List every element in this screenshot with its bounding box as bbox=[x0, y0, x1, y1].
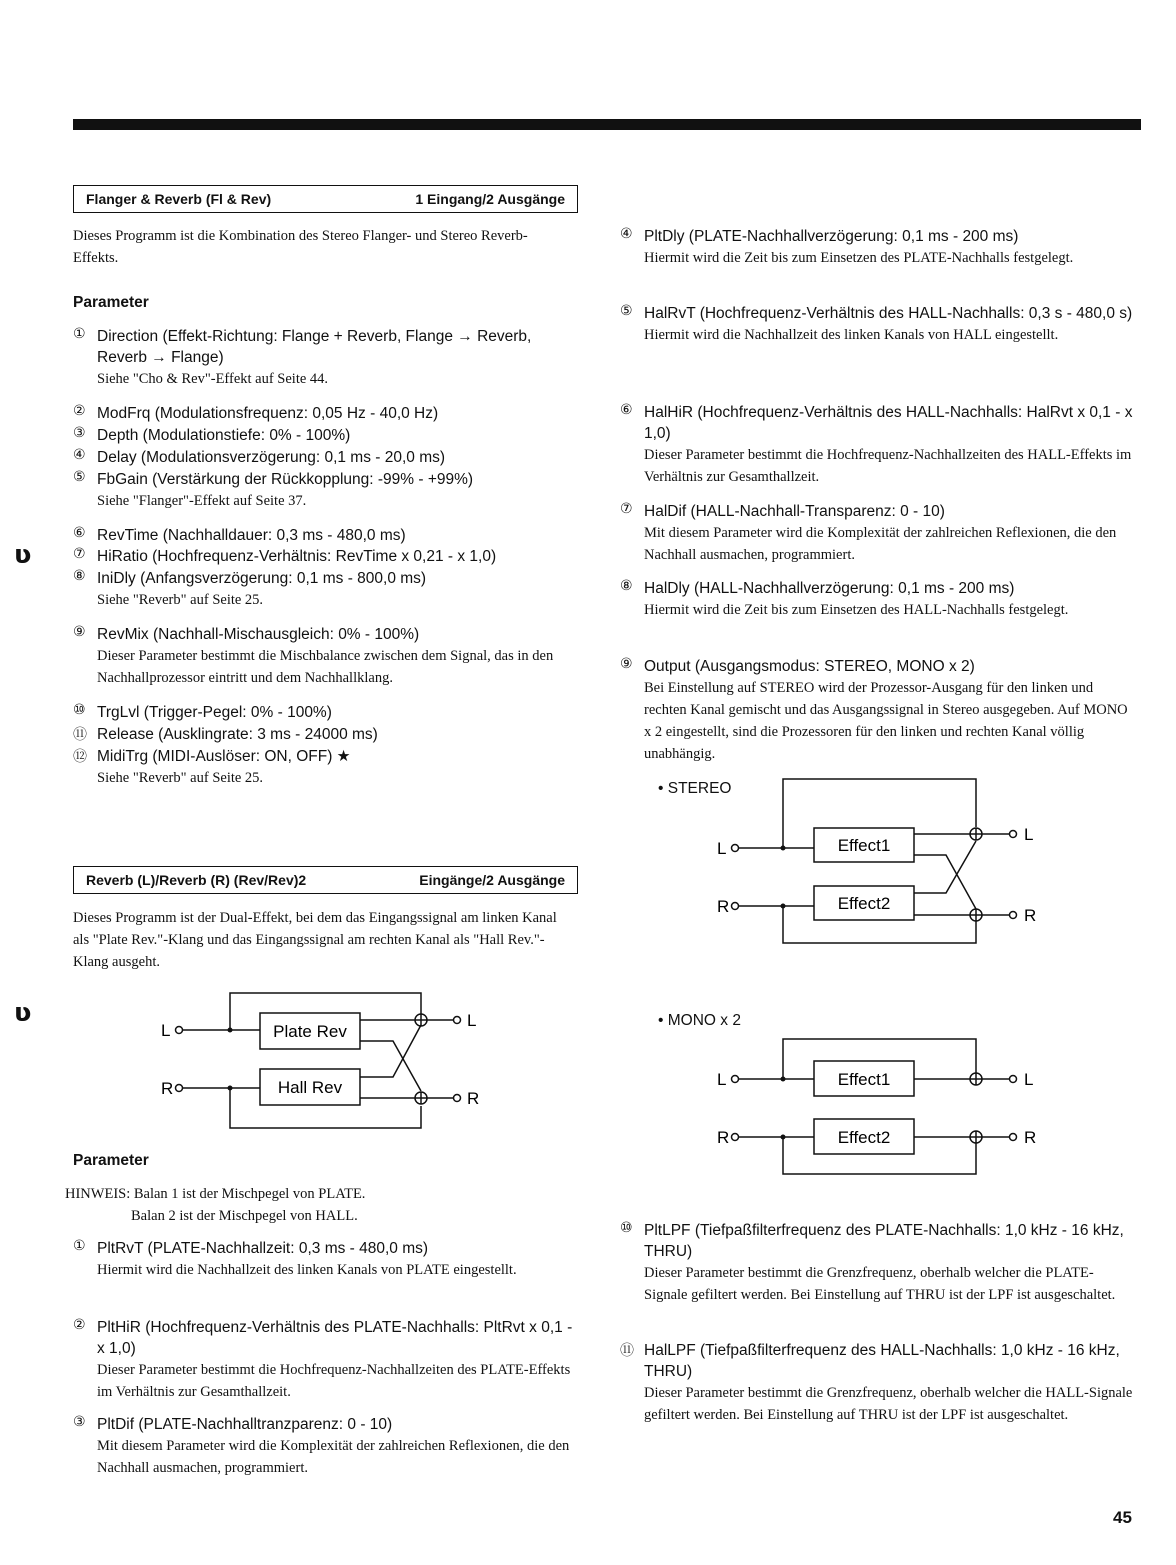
item-head: Output (Ausgangsmodus: STEREO, MONO x 2) bbox=[644, 658, 975, 675]
item-desc: Dieser Parameter bestimmt die Hochfrequenz-Nachhallzeiten des PLATE-Effekts im Verhältnis zur Gesamthallzeit. bbox=[97, 1362, 571, 1400]
parameter-item bbox=[73, 1238, 578, 1281]
parameter-item bbox=[73, 469, 578, 512]
item-number: ① bbox=[73, 1238, 86, 1254]
parameter-item bbox=[620, 402, 1135, 488]
parameter-item bbox=[620, 656, 1135, 765]
parameter-item bbox=[73, 702, 578, 723]
item-number: ④ bbox=[620, 226, 633, 242]
item-desc: Hiermit wird die Nachhallzeit des linken Kanals von PLATE eingestellt. bbox=[97, 1262, 517, 1278]
parameter-heading: Parameter bbox=[73, 294, 149, 311]
parameter-item bbox=[620, 501, 1135, 566]
item-head: MidiTrg (MIDI-Auslöser: ON, OFF) ★ bbox=[97, 748, 351, 765]
parameter-heading: Parameter bbox=[73, 1152, 149, 1169]
item-number: ③ bbox=[73, 425, 86, 441]
item-head: TrgLvl (Trigger-Pegel: 0% - 100%) bbox=[97, 704, 332, 721]
section-intro: Dieses Programm ist die Kombination des Stereo Flanger- und Stereo Reverb-Effekts. bbox=[73, 228, 528, 266]
parameter-item bbox=[73, 525, 578, 546]
item-number: ⑥ bbox=[620, 402, 633, 418]
item-desc: Dieser Parameter bestimmt die Hochfrequenz-Nachhallzeiten des HALL-Effekts im Verhältnis zur Gesamthallzeit. bbox=[644, 447, 1132, 485]
item-head: IniDly (Anfangsverzögerung: 0,1 ms - 800,0 ms) bbox=[97, 570, 427, 587]
item-head: HalHiR (Hochfrequenz-Verhältnis des HALL-Nachhalls: HalRvt x 0,1 - x 1,0) bbox=[644, 404, 1133, 442]
parameter-item bbox=[620, 1340, 1135, 1426]
stereo-label: • STEREO bbox=[658, 780, 732, 797]
mono-in-l: L bbox=[717, 1070, 727, 1089]
mono-in-r: R bbox=[717, 1128, 730, 1147]
item-desc: Dieser Parameter bestimmt die Grenzfrequenz, oberhalb welcher die PLATE-Signale gefiltert werden. Bei Einstellung auf THRU ist der LPF ist ausgeschaltet. bbox=[644, 1265, 1116, 1303]
mono-block-2: Effect2 bbox=[837, 1128, 891, 1147]
item-number: ⑫ bbox=[73, 749, 87, 765]
item-number: ⑪ bbox=[620, 1343, 634, 1359]
page-number: 45 bbox=[1113, 1508, 1132, 1527]
parameter-item bbox=[73, 746, 578, 789]
item-desc: Hiermit wird die Zeit bis zum Einsetzen des HALL-Nachhalls festgelegt. bbox=[644, 602, 1069, 618]
parameter-item bbox=[620, 1220, 1135, 1306]
item-desc: Hiermit wird die Zeit bis zum Einsetzen des PLATE-Nachhalls festgelegt. bbox=[644, 250, 1074, 266]
item-desc: Dieser Parameter bestimmt die Grenzfrequenz, oberhalb welcher die HALL-Signale gefiltert werden. Bei Einstellung auf THRU ist der LPF ist ausgeschaltet. bbox=[644, 1385, 1133, 1423]
item-head: HalDly (HALL-Nachhallverzögerung: 0,1 ms - 200 ms) bbox=[644, 580, 1015, 597]
item-head: FbGain (Verstärkung der Rückkopplung: -99% - +99%) bbox=[97, 471, 474, 488]
item-number: ① bbox=[73, 326, 86, 342]
item-head: PltRvT (PLATE-Nachhallzeit: 0,3 ms - 480,0 ms) bbox=[97, 1240, 429, 1257]
parameter-item bbox=[73, 1414, 578, 1479]
stereo-in-r: R bbox=[717, 897, 730, 916]
parameter-item bbox=[73, 624, 578, 689]
item-number: ⑨ bbox=[620, 656, 633, 672]
item-desc: Siehe "Flanger"-Effekt auf Seite 37. bbox=[97, 493, 307, 509]
parameter-item bbox=[73, 425, 578, 446]
item-desc: Mit diesem Parameter wird die Komplexität der zahlreichen Reflexionen, die den Nachhall ausmachen, programmiert. bbox=[644, 525, 1117, 563]
item-head: PltHiR (Hochfrequenz-Verhältnis des PLATE-Nachhalls: PltRvt x 0,1 - x 1,0) bbox=[97, 1319, 573, 1357]
item-number: ⑪ bbox=[73, 727, 87, 743]
mono-out-r: R bbox=[1024, 1128, 1037, 1147]
mono-diagram bbox=[714, 1033, 1054, 1178]
item-number: ⑧ bbox=[620, 578, 633, 594]
item-head: RevTime (Nachhalldauer: 0,3 ms - 480,0 ms) bbox=[97, 527, 406, 544]
top-rule bbox=[73, 119, 1141, 130]
parameter-item bbox=[73, 1317, 578, 1403]
rev-rev-diagram bbox=[153, 988, 493, 1136]
diagram-block-hall: Hall Rev bbox=[277, 1078, 343, 1097]
item-head: ModFrq (Modulationsfrequenz: 0,05 Hz - 40,0 Hz) bbox=[97, 405, 439, 422]
stereo-diagram bbox=[714, 775, 1054, 950]
item-desc: Bei Einstellung auf STEREO wird der Prozessor-Ausgang für den linken und rechten Kanal gemischt und das Ausgangssignal in Stereo ausgegeben. Auf MONO x 2 eingestellt, sind die Prozessoren für den linken und rechten Kanal völlig unabhängig. bbox=[644, 680, 1128, 762]
section-intro: Dieses Programm ist der Dual-Effekt, bei dem das Eingangssignal am linken Kanal als "Plate Rev."-Klang und das Eingangssignal am rechten Kanal als "Hall Rev."-Klang ausgeht. bbox=[73, 910, 557, 970]
parameter-item bbox=[620, 303, 1135, 346]
parameter-item bbox=[73, 403, 578, 424]
section-io: 1 Eingang/2 Ausgänge bbox=[415, 191, 565, 207]
item-desc: Siehe "Reverb" auf Seite 25. bbox=[97, 770, 264, 786]
diagram-out-l: L bbox=[467, 1011, 477, 1030]
note-line: Balan 2 ist der Mischpegel von HALL. bbox=[131, 1208, 358, 1224]
stereo-block-1: Effect1 bbox=[837, 836, 891, 855]
item-head: PltLPF (Tiefpaßfilterfrequenz des PLATE-Nachhalls: 1,0 kHz - 16 kHz, THRU) bbox=[644, 1222, 1124, 1260]
item-number: ⑥ bbox=[73, 525, 86, 541]
stereo-in-l: L bbox=[717, 839, 727, 858]
item-number: ② bbox=[73, 403, 86, 419]
note-line: HINWEIS: Balan 1 ist der Mischpegel von PLATE. bbox=[65, 1186, 366, 1202]
section-io: Eingänge/2 Ausgänge bbox=[419, 872, 565, 888]
item-number: ⑤ bbox=[620, 303, 633, 319]
section-header bbox=[73, 866, 578, 894]
item-head: PltDly (PLATE-Nachhallverzögerung: 0,1 ms - 200 ms) bbox=[644, 228, 1019, 245]
parameter-item bbox=[73, 724, 578, 745]
item-head: Direction (Effekt-Richtung: Flange + Reverb, Flange → Reverb, Reverb → Flange) bbox=[97, 328, 532, 366]
margin-mark: ʋ bbox=[14, 540, 32, 570]
item-number: ④ bbox=[73, 447, 86, 463]
stereo-block-2: Effect2 bbox=[837, 894, 891, 913]
item-number: ② bbox=[73, 1317, 86, 1333]
item-desc: Dieser Parameter bestimmt die Mischbalance zwischen dem Signal, das in den Nachhallprozessor eintritt und dem Nachhallklang. bbox=[97, 648, 554, 686]
parameter-item bbox=[73, 447, 578, 468]
item-head: Depth (Modulationstiefe: 0% - 100%) bbox=[97, 427, 351, 444]
mono-block-1: Effect1 bbox=[837, 1070, 891, 1089]
mono-label: • MONO x 2 bbox=[658, 1012, 741, 1029]
parameter-item bbox=[620, 226, 1135, 269]
item-head: HiRatio (Hochfrequenz-Verhältnis: RevTime x 0,21 - x 1,0) bbox=[97, 548, 497, 565]
item-head: PltDif (PLATE-Nachhalltranzparenz: 0 - 10) bbox=[97, 1416, 393, 1433]
parameter-item bbox=[73, 546, 578, 567]
parameter-item bbox=[73, 326, 578, 390]
item-number: ⑧ bbox=[73, 568, 86, 584]
diagram-block-plate: Plate Rev bbox=[273, 1022, 347, 1041]
item-head: HalLPF (Tiefpaßfilterfrequenz des HALL-Nachhalls: 1,0 kHz - 16 kHz, THRU) bbox=[644, 1342, 1120, 1380]
item-number: ⑩ bbox=[73, 702, 86, 718]
diagram-out-r: R bbox=[467, 1089, 480, 1108]
section-title: Reverb (L)/Reverb (R) (Rev/Rev)2 bbox=[86, 872, 307, 888]
item-number: ⑦ bbox=[620, 501, 633, 517]
item-head: HalRvT (Hochfrequenz-Verhältnis des HALL-Nachhalls: 0,3 s - 480,0 s) bbox=[644, 305, 1133, 322]
item-number: ⑤ bbox=[73, 469, 86, 485]
item-desc: Hiermit wird die Nachhallzeit des linken Kanals von HALL eingestellt. bbox=[644, 327, 1059, 343]
item-number: ⑦ bbox=[73, 546, 86, 562]
diagram-in-r: R bbox=[161, 1079, 174, 1098]
item-number: ⑩ bbox=[620, 1220, 633, 1236]
item-head: Delay (Modulationsverzögerung: 0,1 ms - 20,0 ms) bbox=[97, 449, 446, 466]
section-header bbox=[73, 185, 578, 213]
item-head: Release (Ausklingrate: 3 ms - 24000 ms) bbox=[97, 726, 378, 743]
parameter-item bbox=[73, 568, 578, 611]
item-desc: Siehe "Reverb" auf Seite 25. bbox=[97, 592, 264, 608]
item-desc: Mit diesem Parameter wird die Komplexität der zahlreichen Reflexionen, die den Nachhall ausmachen, programmiert. bbox=[97, 1438, 570, 1476]
item-number: ⑨ bbox=[73, 624, 86, 640]
diagram-in-l: L bbox=[161, 1021, 171, 1040]
mono-out-l: L bbox=[1024, 1070, 1034, 1089]
item-number: ③ bbox=[73, 1414, 86, 1430]
item-desc: Siehe "Cho & Rev"-Effekt auf Seite 44. bbox=[97, 371, 329, 387]
section-title: Flanger & Reverb (Fl & Rev) bbox=[86, 191, 272, 207]
stereo-out-r: R bbox=[1024, 906, 1037, 925]
item-head: RevMix (Nachhall-Mischausgleich: 0% - 100%) bbox=[97, 626, 420, 643]
item-head: HalDif (HALL-Nachhall-Transparenz: 0 - 10) bbox=[644, 503, 945, 520]
parameter-item bbox=[620, 578, 1135, 621]
margin-mark: ʋ bbox=[14, 998, 32, 1028]
stereo-out-l: L bbox=[1024, 825, 1034, 844]
